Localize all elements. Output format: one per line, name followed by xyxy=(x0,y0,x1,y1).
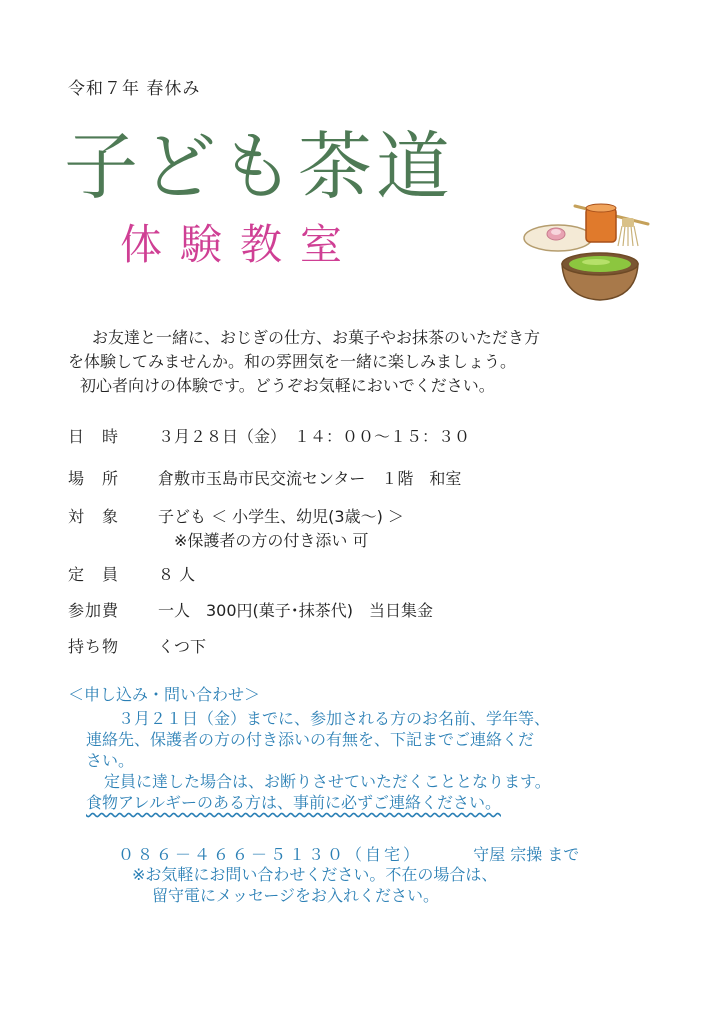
matcha-tea-set-icon xyxy=(520,196,660,306)
contact-line: ３月２１日（金）までに、参加される方のお名前、学年等、 xyxy=(118,709,551,728)
detail-row-fee xyxy=(68,598,433,621)
intro-line: お友達と一緒に、おじぎの仕方、お菓子やお抹茶のいただき方 xyxy=(92,328,541,347)
detail-label: 日 時 xyxy=(68,427,120,446)
detail-value: ３月２８日（金） １４：００～１５：３０ xyxy=(158,427,471,446)
contact-line: 定員に達した場合は、お断りさせていただくこととなります。 xyxy=(104,772,551,791)
detail-label: 場 所 xyxy=(68,469,120,488)
detail-value: 一人 300円(菓子･抹茶代) 当日集金 xyxy=(158,601,434,620)
intro-line: 初心者向けの体験です。どうぞお気軽においでください。 xyxy=(80,376,495,395)
intro-text xyxy=(68,326,668,398)
season-label: 令和７年 春休み xyxy=(68,79,201,99)
detail-note: ※保護者の方の付き添い 可 xyxy=(174,531,369,550)
phone-number: ０８６－４６６－５１３０（自宅） xyxy=(118,845,423,864)
allergy-notice: 食物アレルギーのある方は、事前に必ずご連絡ください。 xyxy=(86,793,501,812)
page-title: 子ども茶道 xyxy=(64,124,454,210)
detail-row-place xyxy=(68,466,461,489)
detail-label: 定 員 xyxy=(68,565,120,584)
detail-value: くつ下 xyxy=(158,637,207,656)
detail-row-capacity xyxy=(68,562,195,585)
contact-line: 連絡先、保護者の方の付き添いの有無を、下記までご連絡くだ xyxy=(86,730,535,749)
detail-value: ８ 人 xyxy=(158,565,196,584)
detail-label: 対 象 xyxy=(68,507,120,526)
contact-allergy-line xyxy=(68,792,688,813)
contact-section xyxy=(68,684,688,813)
detail-value: 倉敷市玉島市民交流センター １階 和室 xyxy=(158,469,462,488)
detail-row-target xyxy=(68,504,404,550)
detail-value: 子ども ＜ 小学生、幼児(3歳～) ＞ xyxy=(158,507,404,526)
intro-line: を体験してみませんか。和の雰囲気を一緒に楽しみましょう。 xyxy=(68,352,517,371)
detail-label: 持ち物 xyxy=(68,637,120,656)
phone-notes xyxy=(132,864,497,906)
detail-row-datetime xyxy=(68,424,470,447)
phone-note: ※お気軽にお問い合わせください。不在の場合は、 xyxy=(132,865,498,884)
detail-label: 参加費 xyxy=(68,601,120,620)
phone-note: 留守電にメッセージをお入れください。 xyxy=(152,886,440,905)
detail-row-items xyxy=(68,634,206,657)
page-subtitle: 体験教室 xyxy=(120,220,361,269)
contact-person: 守屋 宗操 まで xyxy=(473,845,580,864)
contact-heading: ＜申し込み・問い合わせ＞ xyxy=(68,685,261,704)
contact-line: さい。 xyxy=(86,751,135,770)
phone-line xyxy=(118,842,579,865)
